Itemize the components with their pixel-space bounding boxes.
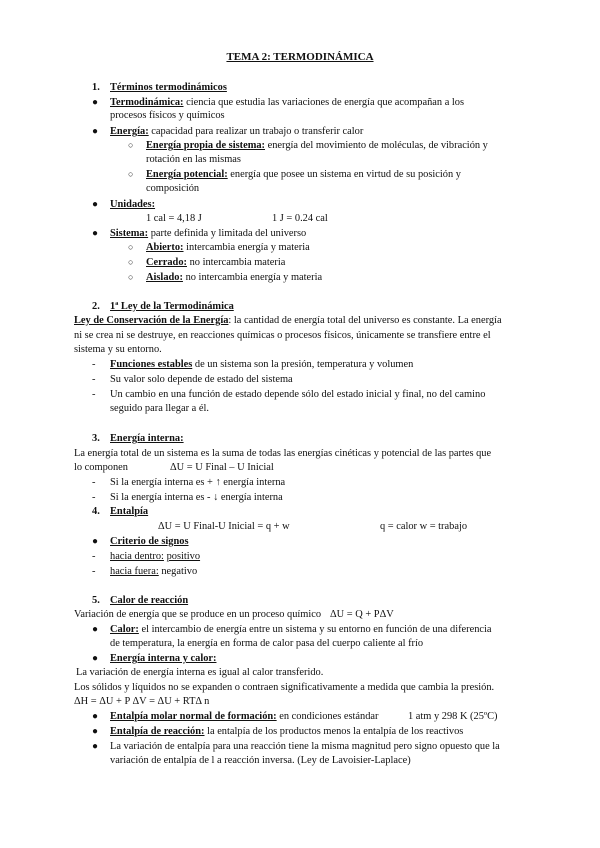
energia-interna-paragraph: La energía total de un sistema es la suma de todas las energías cinéticas y potencial de las partes que <box>74 448 492 459</box>
calor-reaccion-formula: ΔU = Q + PΔV <box>330 609 394 620</box>
entalpia-formula: ΔU = U Final-U Inicial = q + w <box>158 521 290 532</box>
bullet-icon: ● <box>92 624 99 635</box>
cerrado-item: Cerrado: no intercambia materia <box>146 257 286 268</box>
ley-lavoisier-cont: variación de entalpía de l a reacción inversa. (Ley de Lavoisier-Laplace) <box>110 755 411 766</box>
section-1-number: 1. <box>92 82 100 93</box>
bullet-icon: ● <box>92 536 99 547</box>
hollow-bullet-icon: ○ <box>128 140 134 150</box>
energia-interna-formula: ΔU = U Final – U Inicial <box>170 462 274 473</box>
section-5-number: 5. <box>92 595 100 606</box>
bullet-icon: ● <box>92 711 99 722</box>
section-3-number: 3. <box>92 433 100 444</box>
section-3-heading: Energía interna: <box>110 433 184 444</box>
section-5-heading: Calor de reacción <box>110 595 189 606</box>
entalpia-formula-legend: q = calor w = trabajo <box>380 521 468 532</box>
energia-item: Energía: capacidad para realizar un trabajo o transferir calor <box>110 126 364 137</box>
funciones-item: Funciones estables de un sistema son la presión, temperatura y volumen <box>110 359 414 370</box>
bullet-icon: ● <box>92 653 99 664</box>
energia-positiva-item: Si la energía interna es + ↑ energía interna <box>110 477 286 488</box>
section-2-number: 2. <box>92 301 100 312</box>
ley-lavoisier-item: La variación de entalpía para una reacción tiene la misma magnitud pero signo opuesto que la <box>110 741 500 752</box>
calor-reaccion-intro: Variación de energía que se produce en un proceso químico <box>74 609 322 620</box>
hacia-dentro-item: hacia dentro: positivo <box>110 551 201 562</box>
bullet-icon: ● <box>92 126 99 137</box>
calor-item-cont: de temperatura, la energía en forma de calor pasa del cuerpo caliente al frío <box>110 638 424 649</box>
cambio-item: Un cambio en una función de estado depende sólo del estado inicial y final, no del camino <box>110 389 486 400</box>
hollow-bullet-icon: ○ <box>128 257 134 267</box>
dash-marker: - <box>92 477 96 488</box>
termodinamica-def-cont: procesos físicos y químicos <box>110 110 225 121</box>
variacion-paragraph: La variación de energía interna es igual al calor transferido. <box>76 667 324 678</box>
ley-conservacion-cont-1: ni se crea ni se destruye, en reacciones químicas o procesos físicos, únicamente se transfiere entre el <box>74 330 491 341</box>
hollow-bullet-icon: ○ <box>128 169 134 179</box>
energia-interna-cont: lo componen <box>74 462 128 473</box>
dash-marker: - <box>92 551 96 562</box>
unit-conversion-1: 1 cal = 4,18 J <box>146 213 202 224</box>
unit-conversion-2: 1 J = 0.24 cal <box>272 213 328 224</box>
energia-propia-item: Energía propia de sistema: energía del movimiento de moléculas, de vibración y <box>146 140 488 151</box>
entalpia-molar-item: Entalpía molar normal de formación: en condiciones estándar <box>110 711 379 722</box>
hacia-fuera-item: hacia fuera: negativo <box>110 566 198 577</box>
dash-marker: - <box>92 492 96 503</box>
termodinamica-item: Termodinámica: ciencia que estudia las variaciones de energía que acompañan a los <box>110 97 465 108</box>
energia-potencial-item: Energía potencial: energía que posee un sistema en virtud de su posición y <box>146 169 461 180</box>
energia-negativa-item: Si la energía interna es - ↓ energía interna <box>110 492 283 503</box>
section-2-heading: 1ª Ley de la Termodinámica <box>110 301 234 312</box>
unidades-heading: Unidades: <box>110 199 156 210</box>
entalpia-equation: ΔH = ΔU + P ΔV = ΔU + RTΔ n <box>74 696 210 707</box>
dash-marker: - <box>92 566 96 577</box>
entalpia-reaccion-item: Entalpía de reacción: la entalpía de los productos menos la entalpía de los reactivos <box>110 726 464 737</box>
section-4-heading: Entalpía <box>110 506 149 517</box>
valor-item: Su valor solo depende de estado del sistema <box>110 374 293 385</box>
criterio-heading: Criterio de signos <box>110 536 189 547</box>
section-1-heading: Términos termodinámicos <box>110 82 227 93</box>
condiciones-estandar: 1 atm y 298 K (25ºC) <box>408 711 498 722</box>
ley-conservacion-cont-2: sistema y su entorno. <box>74 344 162 355</box>
bullet-icon: ● <box>92 97 99 108</box>
bullet-icon: ● <box>92 741 99 752</box>
energia-interna-calor-heading: Energía interna y calor: <box>110 653 217 664</box>
section-4-number: 4. <box>92 506 100 517</box>
energia-propia-def-cont: rotación en las mismas <box>146 154 241 165</box>
hollow-bullet-icon: ○ <box>128 272 134 282</box>
dash-marker: - <box>92 389 96 400</box>
ley-conservacion-paragraph: Ley de Conservación de la Energía: la cantidad de energía total del universo es constante. La energía <box>74 315 502 326</box>
abierto-item: Abierto: intercambia energía y materia <box>146 242 310 253</box>
bullet-icon: ● <box>92 726 99 737</box>
bullet-icon: ● <box>92 199 99 210</box>
bullet-icon: ● <box>92 228 99 239</box>
calor-item: Calor: el intercambio de energía entre un sistema y su entorno en función de una diferencia <box>110 624 492 635</box>
page-title: TEMA 2: TERMODINÁMICA <box>226 51 374 63</box>
cambio-item-cont: seguido para llegar a él. <box>110 403 209 414</box>
dash-marker: - <box>92 374 96 385</box>
aislado-item: Aislado: no intercambia energía y materia <box>146 272 323 283</box>
hollow-bullet-icon: ○ <box>128 242 134 252</box>
sistema-item: Sistema: parte definida y limitada del universo <box>110 228 307 239</box>
dash-marker: - <box>92 359 96 370</box>
solidos-paragraph: Los sólidos y líquidos no se expanden o contraen significativamente a medida que cambia la presión. <box>74 682 495 693</box>
energia-potencial-def-cont: composición <box>146 183 200 194</box>
